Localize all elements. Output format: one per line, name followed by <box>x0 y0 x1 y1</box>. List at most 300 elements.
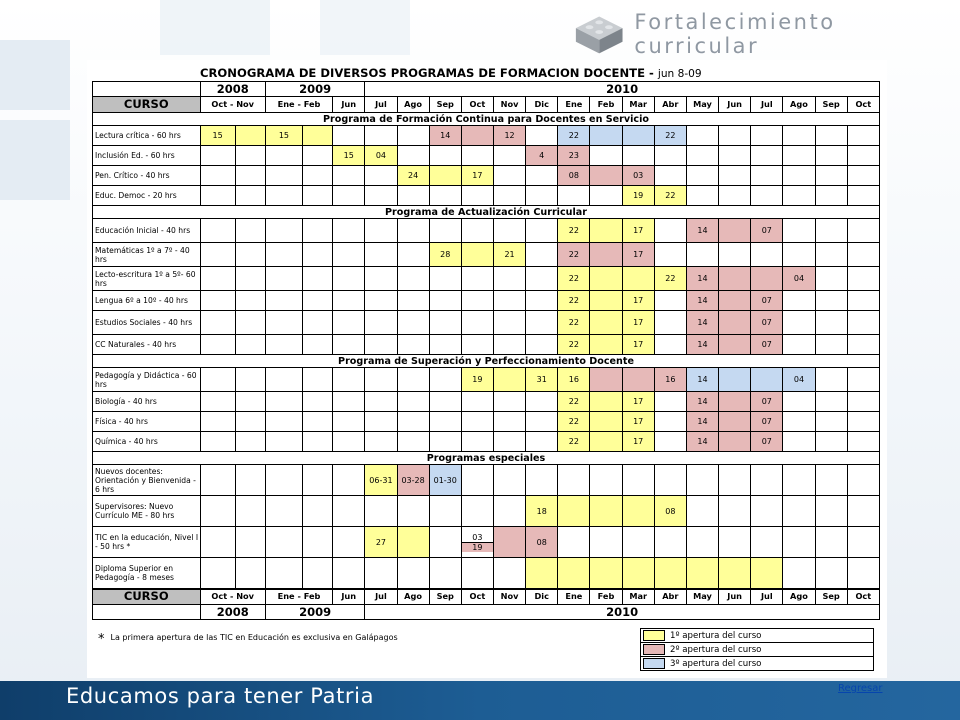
schedule-cell <box>719 368 751 392</box>
schedule-cell <box>333 311 365 335</box>
schedule-cell <box>526 465 558 496</box>
schedule-cell <box>397 146 429 166</box>
month-header: Nov <box>493 589 525 605</box>
bg-square <box>320 0 410 55</box>
schedule-cell <box>686 166 718 186</box>
schedule-cell: 22 <box>558 243 590 267</box>
schedule-cell <box>235 558 265 589</box>
schedule-cell <box>397 126 429 146</box>
schedule-cell <box>397 243 429 267</box>
schedule-cell <box>847 126 879 146</box>
schedule-cell <box>461 527 493 558</box>
schedule-cell <box>783 432 815 452</box>
schedule-cell <box>847 219 879 243</box>
schedule-cell <box>333 392 365 412</box>
course-label: CC Naturales - 40 hrs <box>93 335 201 355</box>
schedule-cell <box>461 219 493 243</box>
schedule-cell <box>265 267 302 291</box>
schedule-cell <box>526 311 558 335</box>
schedule-cell <box>365 186 397 206</box>
schedule-cell <box>429 146 461 166</box>
month-header: Oct - Nov <box>200 589 265 605</box>
schedule-cell: 18 <box>526 496 558 527</box>
schedule-cell <box>397 335 429 355</box>
curso-header: CURSO <box>93 97 201 113</box>
month-header: Oct <box>461 97 493 113</box>
schedule-cell <box>719 432 751 452</box>
schedule-cell <box>847 432 879 452</box>
schedule-cell <box>719 126 751 146</box>
document-title <box>200 66 702 80</box>
schedule-cell: 19 <box>461 368 493 392</box>
schedule-cell <box>751 496 783 527</box>
schedule-cell <box>429 368 461 392</box>
schedule-cell <box>493 335 525 355</box>
course-row <box>93 186 880 206</box>
schedule-cell <box>333 335 365 355</box>
year-header: 2008 <box>200 82 265 97</box>
schedule-cell <box>783 558 815 589</box>
schedule-cell: 17 <box>622 335 654 355</box>
schedule-cell: 07 <box>751 392 783 412</box>
schedule-cell: 17 <box>622 392 654 412</box>
month-header: Ago <box>783 589 815 605</box>
schedule-cell: 07 <box>751 335 783 355</box>
schedule-cell <box>558 558 590 589</box>
schedule-cell <box>654 465 686 496</box>
course-label: Nuevos docentes: Orientación y Bienvenida - 6 hrs <box>93 465 201 496</box>
section-title: Programa de Superación y Perfeccionamiento Docente <box>93 355 880 368</box>
schedule-cell <box>686 496 718 527</box>
schedule-cell <box>461 291 493 311</box>
schedule-cell <box>333 558 365 589</box>
schedule-cell <box>365 368 397 392</box>
schedule-cell <box>654 412 686 432</box>
schedule-cell <box>303 146 333 166</box>
schedule-cell <box>235 465 265 496</box>
schedule-cell <box>815 126 847 146</box>
schedule-cell <box>847 166 879 186</box>
schedule-cell <box>719 311 751 335</box>
month-header: Nov <box>493 97 525 113</box>
schedule-cell: 17 <box>622 412 654 432</box>
schedule-cell <box>686 126 718 146</box>
schedule-cell: 08 <box>526 527 558 558</box>
split-cell-value: 03 <box>472 532 483 542</box>
schedule-cell: 22 <box>654 126 686 146</box>
schedule-cell <box>200 527 235 558</box>
legend-swatch <box>643 630 665 641</box>
schedule-cell <box>526 243 558 267</box>
legend-label: 1º apertura del curso <box>670 630 762 641</box>
schedule-cell <box>333 186 365 206</box>
schedule-cell <box>200 166 235 186</box>
schedule-cell: 14 <box>686 392 718 412</box>
schedule-cell <box>815 392 847 412</box>
section-header-row <box>93 206 880 219</box>
schedule-cell: 17 <box>622 432 654 452</box>
schedule-cell <box>333 465 365 496</box>
schedule-cell <box>265 465 302 496</box>
schedule-cell <box>235 412 265 432</box>
schedule-cell <box>751 527 783 558</box>
schedule-cell <box>461 186 493 206</box>
schedule-cell <box>461 412 493 432</box>
schedule-cell <box>235 186 265 206</box>
schedule-cell: 14 <box>686 291 718 311</box>
schedule-cell <box>397 558 429 589</box>
schedule-cell <box>751 465 783 496</box>
schedule-cell <box>493 186 525 206</box>
month-header: Jun <box>333 97 365 113</box>
schedule-cell <box>303 186 333 206</box>
schedule-cell: 12 <box>493 126 525 146</box>
course-row <box>93 267 880 291</box>
schedule-cell <box>751 166 783 186</box>
schedule-cell <box>235 527 265 558</box>
schedule-cell: 19 <box>622 186 654 206</box>
schedule-cell <box>783 166 815 186</box>
schedule-cell <box>461 146 493 166</box>
legend-item <box>641 643 873 657</box>
schedule-cell <box>365 412 397 432</box>
schedule-cell: 28 <box>429 243 461 267</box>
schedule-cell: 22 <box>558 267 590 291</box>
schedule-cell <box>265 146 302 166</box>
schedule-cell <box>200 146 235 166</box>
schedule-cell: 17 <box>622 219 654 243</box>
schedule-cell <box>200 465 235 496</box>
schedule-cell: 4 <box>526 146 558 166</box>
schedule-cell <box>333 166 365 186</box>
schedule-cell <box>847 186 879 206</box>
month-header: Jul <box>751 97 783 113</box>
schedule-cell <box>461 126 493 146</box>
schedule-cell: 06-31 <box>365 465 397 496</box>
schedule-cell <box>847 392 879 412</box>
schedule-cell <box>303 166 333 186</box>
schedule-cell <box>303 527 333 558</box>
schedule-cell <box>365 243 397 267</box>
month-header: Sep <box>429 589 461 605</box>
schedule-cell <box>847 335 879 355</box>
month-header: Jun <box>719 97 751 113</box>
month-header: Ago <box>397 589 429 605</box>
schedule-cell <box>429 496 461 527</box>
schedule-cell: 17 <box>622 291 654 311</box>
footnote <box>98 632 398 647</box>
schedule-cell <box>847 496 879 527</box>
schedule-cell: 07 <box>751 432 783 452</box>
schedule-cell <box>815 291 847 311</box>
schedule-cell <box>461 267 493 291</box>
course-row <box>93 412 880 432</box>
schedule-cell <box>265 368 302 392</box>
schedule-cell <box>397 392 429 412</box>
schedule-cell <box>526 392 558 412</box>
year-header-blank <box>93 82 201 97</box>
schedule-cell <box>235 368 265 392</box>
schedule-cell <box>654 311 686 335</box>
schedule-cell <box>654 432 686 452</box>
schedule-cell <box>265 392 302 412</box>
document-title-date: jun 8-09 <box>657 68 702 80</box>
schedule-cell <box>200 219 235 243</box>
schedule-cell <box>719 335 751 355</box>
schedule-cell: 16 <box>654 368 686 392</box>
schedule-cell <box>815 267 847 291</box>
schedule-cell <box>265 335 302 355</box>
course-row <box>93 243 880 267</box>
schedule-cell <box>200 243 235 267</box>
schedule-cell: 17 <box>622 311 654 335</box>
schedule-cell: 04 <box>783 267 815 291</box>
section-title: Programa de Formación Continua para Docentes en Servicio <box>93 113 880 126</box>
schedule-cell: 14 <box>686 335 718 355</box>
course-label: Lengua 6º a 10º - 40 hrs <box>93 291 201 311</box>
course-label: Física - 40 hrs <box>93 412 201 432</box>
schedule-cell: 22 <box>558 335 590 355</box>
schedule-cell <box>622 496 654 527</box>
month-header: Abr <box>654 589 686 605</box>
schedule-cell <box>590 558 622 589</box>
schedule-cell <box>200 335 235 355</box>
back-link[interactable]: Regresar <box>838 683 883 694</box>
month-header: Sep <box>815 589 847 605</box>
schedule-cell <box>654 392 686 412</box>
schedule-cell <box>590 527 622 558</box>
section-header-row <box>93 113 880 126</box>
schedule-cell <box>783 335 815 355</box>
schedule-cell <box>397 368 429 392</box>
schedule-cell <box>333 267 365 291</box>
schedule-cell <box>719 412 751 432</box>
schedule-cell <box>235 219 265 243</box>
schedule-cell: 17 <box>461 166 493 186</box>
split-cell <box>462 533 493 552</box>
schedule-cell <box>654 291 686 311</box>
schedule-cell: 14 <box>686 219 718 243</box>
schedule-cell <box>200 496 235 527</box>
schedule-cell <box>815 558 847 589</box>
month-header: Oct <box>847 97 879 113</box>
year-header: 2009 <box>265 605 364 620</box>
schedule-cell <box>265 432 302 452</box>
schedule-cell <box>526 219 558 243</box>
schedule-cell <box>783 291 815 311</box>
schedule-cell: 24 <box>397 166 429 186</box>
schedule-cell <box>751 368 783 392</box>
schedule-cell <box>526 412 558 432</box>
schedule-cell <box>365 432 397 452</box>
schedule-cell <box>847 527 879 558</box>
schedule-cell <box>493 219 525 243</box>
schedule-cell <box>815 412 847 432</box>
month-header: Mar <box>622 97 654 113</box>
schedule-cell <box>461 243 493 267</box>
year-header-row <box>93 82 880 97</box>
schedule-cell <box>461 496 493 527</box>
schedule-cell <box>719 527 751 558</box>
schedule-cell <box>461 432 493 452</box>
course-row <box>93 166 880 186</box>
section-title: Programa de Actualización Curricular <box>93 206 880 219</box>
schedule-cell <box>493 291 525 311</box>
schedule-cell <box>200 291 235 311</box>
schedule-cell <box>493 496 525 527</box>
schedule-cell <box>333 527 365 558</box>
schedule-cell <box>815 166 847 186</box>
year-header: 2010 <box>365 82 880 97</box>
schedule-cell <box>303 335 333 355</box>
schedule-cell <box>847 558 879 589</box>
schedule-cell: 14 <box>686 368 718 392</box>
schedule-cell <box>429 527 461 558</box>
schedule-cell <box>235 146 265 166</box>
course-row <box>93 432 880 452</box>
document-title-main: CRONOGRAMA DE DIVERSOS PROGRAMAS DE FORMACION DOCENTE - <box>200 66 658 80</box>
schedule-cell <box>265 186 302 206</box>
section-header-row <box>93 452 880 465</box>
course-row <box>93 335 880 355</box>
brand-title: Fortalecimiento curricular <box>634 10 836 58</box>
month-header: Jul <box>751 589 783 605</box>
schedule-cell <box>493 146 525 166</box>
lego-brick-icon <box>572 12 626 56</box>
schedule-cell: 15 <box>200 126 235 146</box>
schedule-cell <box>265 219 302 243</box>
schedule-cell <box>590 291 622 311</box>
schedule-cell <box>654 219 686 243</box>
course-row <box>93 527 880 558</box>
schedule-cell <box>590 219 622 243</box>
schedule-cell <box>235 166 265 186</box>
schedule-cell <box>365 496 397 527</box>
schedule-cell <box>397 311 429 335</box>
schedule-cell <box>783 311 815 335</box>
schedule-cell: 04 <box>365 146 397 166</box>
schedule-cell <box>719 558 751 589</box>
schedule-cell <box>622 146 654 166</box>
schedule-cell <box>200 186 235 206</box>
schedule-cell <box>686 465 718 496</box>
schedule-cell <box>783 243 815 267</box>
course-label: Química - 40 hrs <box>93 432 201 452</box>
schedule-cell <box>461 392 493 412</box>
schedule-cell <box>590 267 622 291</box>
schedule-cell <box>303 126 333 146</box>
schedule-cell <box>461 335 493 355</box>
schedule-cell <box>303 368 333 392</box>
schedule-cell <box>493 392 525 412</box>
schedule-cell <box>235 392 265 412</box>
year-header-row <box>93 605 880 620</box>
year-header: 2008 <box>200 605 265 620</box>
legend-item <box>641 657 873 670</box>
schedule-cell <box>654 558 686 589</box>
schedule-cell <box>590 311 622 335</box>
schedule-cell <box>397 432 429 452</box>
schedule-cell <box>590 496 622 527</box>
course-row <box>93 126 880 146</box>
schedule-cell <box>751 267 783 291</box>
month-header: May <box>686 97 718 113</box>
course-label: Supervisores: Nuevo Currículo ME - 80 hrs <box>93 496 201 527</box>
schedule-cell <box>719 186 751 206</box>
schedule-cell <box>365 335 397 355</box>
curso-header: CURSO <box>93 589 201 605</box>
schedule-cell: 27 <box>365 527 397 558</box>
course-label: TIC en la educación, Nivel I - 50 hrs * <box>93 527 201 558</box>
schedule-cell: 15 <box>333 146 365 166</box>
legend-label: 2º apertura del curso <box>670 644 762 655</box>
legend <box>640 628 874 671</box>
schedule-cell <box>590 243 622 267</box>
month-header-row <box>93 97 880 113</box>
schedule-cell <box>493 412 525 432</box>
schedule-cell: 22 <box>654 267 686 291</box>
schedule-cell <box>303 267 333 291</box>
schedule-cell <box>686 527 718 558</box>
schedule-cell <box>622 558 654 589</box>
schedule-cell <box>590 186 622 206</box>
schedule-cell <box>303 412 333 432</box>
schedule-cell: 07 <box>751 412 783 432</box>
schedule-cell <box>847 243 879 267</box>
course-row <box>93 311 880 335</box>
schedule-cell <box>847 412 879 432</box>
schedule-cell <box>429 291 461 311</box>
schedule-cell <box>333 126 365 146</box>
schedule-cell: 14 <box>429 126 461 146</box>
schedule-cell <box>654 146 686 166</box>
schedule-cell <box>397 267 429 291</box>
schedule-cell <box>686 558 718 589</box>
year-header: 2009 <box>265 82 364 97</box>
schedule-cell <box>235 291 265 311</box>
month-header: Feb <box>590 97 622 113</box>
schedule-cell <box>429 267 461 291</box>
month-header: Sep <box>429 97 461 113</box>
schedule-cell <box>235 335 265 355</box>
schedule-cell <box>235 496 265 527</box>
schedule-cell <box>783 412 815 432</box>
schedule-cell <box>461 558 493 589</box>
schedule-cell <box>783 527 815 558</box>
schedule-cell <box>397 186 429 206</box>
schedule-cell: 14 <box>686 412 718 432</box>
schedule-cell <box>590 126 622 146</box>
month-header: Oct <box>461 589 493 605</box>
month-header: Feb <box>590 589 622 605</box>
course-row <box>93 392 880 412</box>
schedule-cell: 22 <box>558 311 590 335</box>
schedule-cell <box>654 166 686 186</box>
schedule-cell <box>365 166 397 186</box>
schedule-cell <box>847 368 879 392</box>
course-label: Pedagogía y Didáctica - 60 hrs <box>93 368 201 392</box>
schedule-cell <box>847 291 879 311</box>
month-header: Jun <box>333 589 365 605</box>
schedule-cell <box>590 368 622 392</box>
schedule-cell <box>235 267 265 291</box>
split-cell-value: 19 <box>462 542 493 552</box>
schedule-cell <box>783 392 815 412</box>
schedule-cell <box>815 496 847 527</box>
course-label: Estudios Sociales - 40 hrs <box>93 311 201 335</box>
schedule-cell <box>200 392 235 412</box>
schedule-cell <box>303 219 333 243</box>
